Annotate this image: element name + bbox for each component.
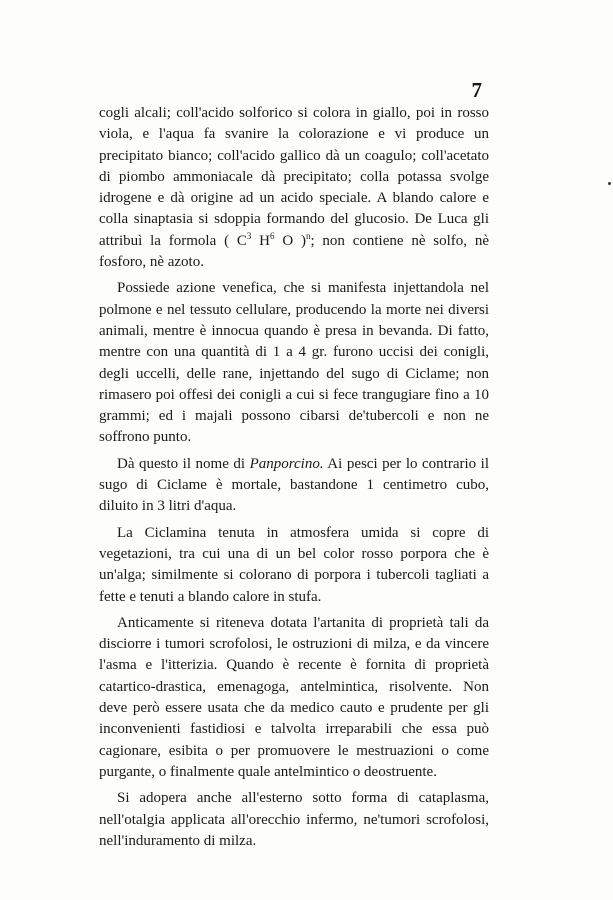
paragraph-2: Possiede azione venefica, che si manifesta injettandola nel polmone e nel tessuto cellulare, producendo la morte nei diversi animali, mentre è innocua quando è presa in bevanda. Di fatto, mentre con una quantità di 1 a 4 gr. furono uccisi dei conigli, degli uccelli, delle rane, injettando del sugo di Ciclame; non rimasero poi offesi dei conigli a cui si fece trangugiare fino a 10 grammi; ed i majali possono cibarsi de'tubercoli e non ne soffrono punto. (99, 280, 489, 446)
formula-o: O ) (274, 232, 306, 249)
body-text (99, 103, 489, 852)
paragraph-3-start: Dà questo il nome di (117, 455, 250, 472)
paragraph-6: Si adopera anche all'esterno sotto forma di cataplasma, nell'otalgia applicata all'orecchio infermo, ne'tumori scrofolosi, nell'induramento di milza. (99, 790, 489, 849)
formula-sup-h: 6 (270, 230, 275, 241)
paragraph-4: La Ciclamina tenuta in atmosfera umida si copre di vegetazioni, tra cui una di un bel color rosso porpora che è un'alga; similmente si colorano di porpora i tubercoli tagliati a fette e tenuti a blando calore in stufa. (99, 524, 489, 605)
paragraph-5: Anticamente si riteneva dotata l'artanita di proprietà tali da disciorre i tumori scrofolosi, le ostruzioni di milza, e da vincere l'asma e l'itterizia. Quando è recente è fornita di proprietà catartico-drastica, emenagoga, antelmintica, risolvente. Non deve però essere usata che da medico cauto e prudente per gli inconvenienti fastidiosi e talvolta irreparabili che essa può cagionare, esibita o per promuovere le mestruazioni o come purgante, o finalmente quale antelmintico o deostruente. (99, 614, 489, 780)
formula-open: ( C (224, 232, 247, 249)
margin-speck (608, 182, 611, 185)
formula-tail: ; non contiene nè solfo, nè fosforo, nè azoto. (99, 232, 490, 271)
paragraph-3 (99, 454, 489, 518)
panporcino-term: Panporcino. (249, 455, 324, 472)
paragraph-3-end: Ai pesci per lo contrario il sugo di Ciclame è mortale, bastandone 1 centimetro cubo, diluito in 3 litri d'aqua. (99, 455, 490, 515)
page-number: 7 (471, 78, 482, 102)
formula-sup-n: n (305, 230, 311, 241)
formula-sup-c: 3 (246, 230, 252, 241)
formula-h: H (251, 232, 271, 249)
paragraph-1 (99, 103, 489, 273)
paragraph-1-text: cogli alcali; coll'acido solforico si colora in giallo, poi in rosso viola, e l'aqua fa svanire la colorazione e vi produce un precipitato bianco; coll'acido gallico dà un coagulo; coll'acetato di piombo ammoniacale dà precipitato; colla potassa svolge idrogene e dà origine ad un acido speciale. A blando calore e colla sinaptasia si sdoppia formando del glucosio. De Luca gli attribuì la formola (99, 105, 489, 249)
